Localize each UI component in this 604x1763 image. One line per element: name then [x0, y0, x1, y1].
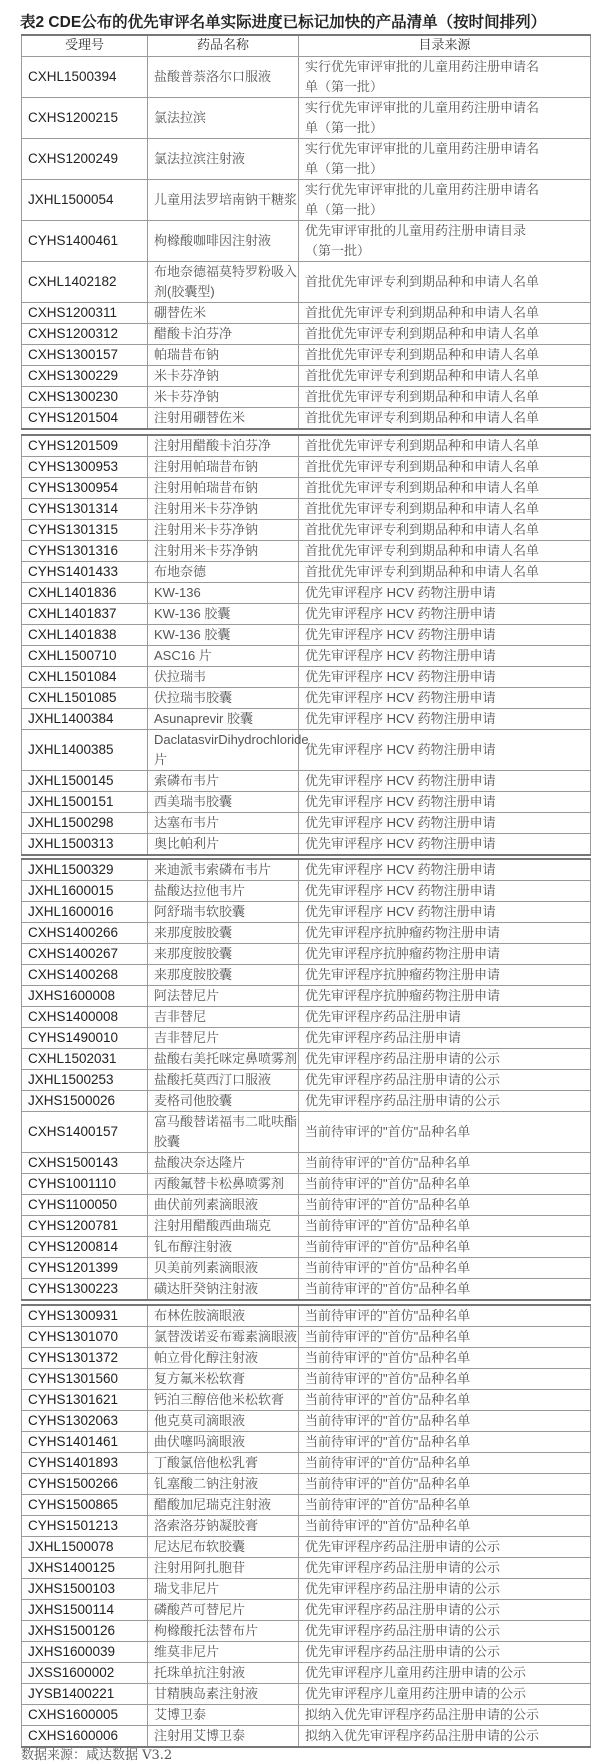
list-source-cell: 优先审评程序 HCV 药物注册申请 [299, 813, 591, 834]
table-row [22, 1600, 591, 1621]
list-source-cell: 首批优先审评专利到期品种和申请人名单 [299, 520, 591, 541]
list-source-cell: 当前待审评的"首仿"品种名单 [299, 1474, 591, 1495]
acceptance-no-cell: JXHL1500298 [22, 813, 148, 834]
list-source-cell: 优先审评程序药品注册申请的公示 [299, 1600, 591, 1621]
table-row [22, 303, 591, 324]
table-header-row [22, 35, 591, 57]
acceptance-no-cell: JXHS1600039 [22, 1642, 148, 1663]
acceptance-no-cell: CYHS1301560 [22, 1369, 148, 1390]
drug-name-cell: 伏拉瑞韦胶囊 [148, 688, 299, 709]
drug-name-cell: 维莫非尼片 [148, 1642, 299, 1663]
table-row [22, 98, 591, 139]
table-row [22, 730, 591, 771]
table-row [22, 1495, 591, 1516]
list-source-cell: 当前待审评的"首仿"品种名单 [299, 1305, 591, 1327]
drug-name-cell: 达塞布韦片 [148, 813, 299, 834]
table-row [22, 562, 591, 583]
drug-name-cell: 盐酸决奈达隆片 [148, 1153, 299, 1174]
acceptance-no-cell: JXHS1500114 [22, 1600, 148, 1621]
acceptance-no-cell: CXHS1600005 [22, 1705, 148, 1726]
list-source-cell: 优先审评程序 HCV 药物注册申请 [299, 583, 591, 604]
acceptance-no-cell: JXHL1500151 [22, 792, 148, 813]
list-source-cell: 优先审评程序药品注册申请 [299, 1007, 591, 1028]
drug-name-cell: 贝美前列素滴眼液 [148, 1258, 299, 1279]
drug-name-cell: 注射用米卡芬净钠 [148, 541, 299, 562]
acceptance-no-cell: CXHL1401838 [22, 625, 148, 646]
drug-name-cell: 布地奈德 [148, 562, 299, 583]
acceptance-no-cell: JXHL1600016 [22, 902, 148, 923]
list-source-cell: 当前待审评的"首仿"品种名单 [299, 1237, 591, 1258]
list-source-cell: 优先审评程序 HCV 药物注册申请 [299, 792, 591, 813]
list-source-cell: 拟纳入优先审评程序药品注册申请的公示 [299, 1726, 591, 1748]
drug-name-cell: 枸橼酸咖啡因注射液 [148, 221, 299, 262]
acceptance-no-cell: JXHL1500329 [22, 859, 148, 881]
table-row [22, 1327, 591, 1348]
drug-name-cell: 米卡芬净钠 [148, 366, 299, 387]
drug-name-cell: 醋酸卡泊芬净 [148, 324, 299, 345]
drug-name-cell: 阿法替尼片 [148, 986, 299, 1007]
list-source-cell: 首批优先审评专利到期品种和申请人名单 [299, 345, 591, 366]
table-row [22, 1091, 591, 1112]
table-row [22, 366, 591, 387]
acceptance-no-cell: CXHL1500710 [22, 646, 148, 667]
column-header-acceptance-no: 受理号 [22, 35, 148, 57]
drug-name-cell: Asunaprevir 胶囊 [148, 709, 299, 730]
acceptance-no-cell: CYHS1201504 [22, 408, 148, 430]
table-row [22, 408, 591, 430]
table-row [22, 1663, 591, 1684]
table-row [22, 1028, 591, 1049]
acceptance-no-cell: CYHS1302063 [22, 1411, 148, 1432]
table-row [22, 1279, 591, 1301]
table-row [22, 1432, 591, 1453]
table-row [22, 792, 591, 813]
table-row [22, 1070, 591, 1091]
drug-name-cell: 瑞戈非尼片 [148, 1579, 299, 1600]
table-row [22, 180, 591, 221]
drug-name-cell: 盐酸普萘洛尔口服液 [148, 57, 299, 98]
list-source-cell: 优先审评程序 HCV 药物注册申请 [299, 625, 591, 646]
drug-name-cell: KW-136 胶囊 [148, 604, 299, 625]
list-source-cell: 当前待审评的"首仿"品种名单 [299, 1453, 591, 1474]
acceptance-no-cell: CYHS1500266 [22, 1474, 148, 1495]
list-source-cell: 优先审评程序药品注册申请 [299, 1028, 591, 1049]
list-source-cell: 首批优先审评专利到期品种和申请人名单 [299, 366, 591, 387]
table-row [22, 1195, 591, 1216]
drug-name-cell: 丁酸氯倍他松乳膏 [148, 1453, 299, 1474]
drug-name-cell: 阿舒瑞韦软胶囊 [148, 902, 299, 923]
acceptance-no-cell: CXHS1400008 [22, 1007, 148, 1028]
table-row [22, 1112, 591, 1153]
list-source-cell: 当前待审评的"首仿"品种名单 [299, 1327, 591, 1348]
table-row [22, 345, 591, 366]
acceptance-no-cell: CXHS1200249 [22, 139, 148, 180]
list-source-cell: 当前待审评的"首仿"品种名单 [299, 1432, 591, 1453]
table-row [22, 1305, 591, 1327]
table-row [22, 1684, 591, 1705]
list-source-cell: 首批优先审评专利到期品种和申请人名单 [299, 408, 591, 430]
drug-name-cell: 尼达尼布软胶囊 [148, 1537, 299, 1558]
list-source-cell: 当前待审评的"首仿"品种名单 [299, 1195, 591, 1216]
drug-name-cell: 氯替泼诺妥布霉素滴眼液 [148, 1327, 299, 1348]
table-row [22, 771, 591, 792]
list-source-cell: 当前待审评的"首仿"品种名单 [299, 1369, 591, 1390]
data-source-note: 数据来源：咸达数据 V3.2 [21, 1748, 173, 1763]
list-source-cell: 当前待审评的"首仿"品种名单 [299, 1495, 591, 1516]
acceptance-no-cell: CXHL1502031 [22, 1049, 148, 1070]
list-source-cell: 优先审评程序 HCV 药物注册申请 [299, 688, 591, 709]
table-row [22, 944, 591, 965]
acceptance-no-cell: CYHS1301372 [22, 1348, 148, 1369]
acceptance-no-cell: CXHS1400268 [22, 965, 148, 986]
drug-name-cell: 曲伏前列素滴眼液 [148, 1195, 299, 1216]
table-row [22, 881, 591, 902]
table-row [22, 1537, 591, 1558]
drug-name-cell: 伏拉瑞韦 [148, 667, 299, 688]
list-source-cell: 优先审评程序 HCV 药物注册申请 [299, 902, 591, 923]
table-row [22, 324, 591, 345]
acceptance-no-cell: CYHS1301070 [22, 1327, 148, 1348]
drug-name-cell: 注射用帕瑞昔布钠 [148, 457, 299, 478]
list-source-cell: 实行优先审评审批的儿童用药注册申请名单（第一批） [299, 139, 591, 180]
acceptance-no-cell: CYHS1500865 [22, 1495, 148, 1516]
acceptance-no-cell: CXHS1500143 [22, 1153, 148, 1174]
acceptance-no-cell: CYHS1301621 [22, 1390, 148, 1411]
table-title: 表2 CDE公布的优先审评名单实际进度已标记加快的产品清单（按时间排列） [20, 14, 547, 31]
list-source-cell: 首批优先审评专利到期品种和申请人名单 [299, 541, 591, 562]
table-row [22, 1153, 591, 1174]
list-source-cell: 优先审评程序抗肿瘤药物注册申请 [299, 923, 591, 944]
list-source-cell: 当前待审评的"首仿"品种名单 [299, 1348, 591, 1369]
table-row [22, 1558, 591, 1579]
list-source-cell: 实行优先审评审批的儿童用药注册申请名单（第一批） [299, 57, 591, 98]
acceptance-no-cell: CYHS1501213 [22, 1516, 148, 1537]
table-row [22, 1237, 591, 1258]
drug-name-cell: 注射用帕瑞昔布钠 [148, 478, 299, 499]
acceptance-no-cell: JXHL1500145 [22, 771, 148, 792]
list-source-cell: 优先审评程序 HCV 药物注册申请 [299, 667, 591, 688]
table-row [22, 1369, 591, 1390]
table-row [22, 813, 591, 834]
drug-name-cell: 吉非替尼 [148, 1007, 299, 1028]
acceptance-no-cell: CXHS1300229 [22, 366, 148, 387]
acceptance-no-cell: JXHS1500103 [22, 1579, 148, 1600]
drug-name-cell: 来那度胺胶囊 [148, 923, 299, 944]
acceptance-no-cell: CXHS1600006 [22, 1726, 148, 1748]
drug-name-cell: 托珠单抗注射液 [148, 1663, 299, 1684]
drug-name-cell: 氯法拉滨注射液 [148, 139, 299, 180]
acceptance-no-cell: CXHS1400267 [22, 944, 148, 965]
acceptance-no-cell: CXHL1500394 [22, 57, 148, 98]
drug-name-cell: 丙酸氟替卡松鼻喷雾剂 [148, 1174, 299, 1195]
acceptance-no-cell: CYHS1400461 [22, 221, 148, 262]
list-source-cell: 优先审评程序 HCV 药物注册申请 [299, 881, 591, 902]
table-row [22, 478, 591, 499]
list-source-cell: 拟纳入优先审评程序药品注册申请的公示 [299, 1705, 591, 1726]
list-source-cell: 当前待审评的"首仿"品种名单 [299, 1390, 591, 1411]
list-source-cell: 优先审评程序药品注册申请的公示 [299, 1642, 591, 1663]
acceptance-no-cell: CXHS1400266 [22, 923, 148, 944]
table-row [22, 457, 591, 478]
table-row [22, 262, 591, 303]
table-row [22, 646, 591, 667]
drug-name-cell: 麦格司他胶囊 [148, 1091, 299, 1112]
drug-name-cell: DaclatasvirDihydrochloride 片 [148, 730, 299, 771]
table-row [22, 965, 591, 986]
table-segment [21, 858, 591, 1301]
drug-name-cell: 钆布醇注射液 [148, 1237, 299, 1258]
table-row [22, 1390, 591, 1411]
drug-name-cell: 钙泊三醇倍他米松软膏 [148, 1390, 299, 1411]
acceptance-no-cell: CYHS1401461 [22, 1432, 148, 1453]
table-row [22, 139, 591, 180]
drug-name-cell: 注射用硼替佐米 [148, 408, 299, 430]
acceptance-no-cell: JXHL1600015 [22, 881, 148, 902]
list-source-cell: 当前待审评的"首仿"品种名单 [299, 1153, 591, 1174]
list-source-cell: 优先审评程序抗肿瘤药物注册申请 [299, 965, 591, 986]
table-row [22, 688, 591, 709]
drug-name-cell: 复方氟米松软膏 [148, 1369, 299, 1390]
table-row [22, 1642, 591, 1663]
table-row [22, 1049, 591, 1070]
drug-name-cell: 钆塞酸二钠注射液 [148, 1474, 299, 1495]
column-header-drug-name: 药品名称 [148, 35, 299, 57]
table-row [22, 1216, 591, 1237]
table-segment [21, 34, 591, 430]
table-row [22, 859, 591, 881]
acceptance-no-cell: CXHS1300230 [22, 387, 148, 408]
drug-name-cell: 盐酸右美托咪定鼻喷雾剂 [148, 1049, 299, 1070]
drug-name-cell: 注射用醋酸西曲瑞克 [148, 1216, 299, 1237]
acceptance-no-cell: CYHS1001110 [22, 1174, 148, 1195]
list-source-cell: 优先审评审批的儿童用药注册申请目录（第一批） [299, 221, 591, 262]
list-source-cell: 当前待审评的"首仿"品种名单 [299, 1411, 591, 1432]
drug-name-cell: 注射用米卡芬净钠 [148, 520, 299, 541]
table-row [22, 1705, 591, 1726]
list-source-cell: 优先审评程序 HCV 药物注册申请 [299, 646, 591, 667]
acceptance-no-cell: CXHS1400157 [22, 1112, 148, 1153]
table-row [22, 1174, 591, 1195]
acceptance-no-cell: CXHS1300157 [22, 345, 148, 366]
drug-name-cell: 磷酸芦可替尼片 [148, 1600, 299, 1621]
list-source-cell: 优先审评程序儿童用药注册申请的公示 [299, 1684, 591, 1705]
drug-name-cell: 注射用阿扎胞苷 [148, 1558, 299, 1579]
list-source-cell: 首批优先审评专利到期品种和申请人名单 [299, 303, 591, 324]
list-source-cell: 首批优先审评专利到期品种和申请人名单 [299, 499, 591, 520]
acceptance-no-cell: JXHS1500026 [22, 1091, 148, 1112]
drug-name-cell: 盐酸托莫西汀口服液 [148, 1070, 299, 1091]
acceptance-no-cell: CYHS1300931 [22, 1305, 148, 1327]
table-row [22, 1453, 591, 1474]
acceptance-no-cell: JXHS1600008 [22, 986, 148, 1007]
drug-name-cell: 曲伏噻吗滴眼液 [148, 1432, 299, 1453]
table-row [22, 221, 591, 262]
acceptance-no-cell: CYHS1200781 [22, 1216, 148, 1237]
list-source-cell: 优先审评程序 HCV 药物注册申请 [299, 604, 591, 625]
drug-name-cell: 艾博卫泰 [148, 1705, 299, 1726]
table-row [22, 1621, 591, 1642]
drug-name-cell: KW-136 胶囊 [148, 625, 299, 646]
drug-name-cell: 硼替佐米 [148, 303, 299, 324]
list-source-cell: 首批优先审评专利到期品种和申请人名单 [299, 435, 591, 457]
list-source-cell: 优先审评程序药品注册申请的公示 [299, 1579, 591, 1600]
acceptance-no-cell: JXHL1500078 [22, 1537, 148, 1558]
list-source-cell: 优先审评程序药品注册申请的公示 [299, 1621, 591, 1642]
acceptance-no-cell: CYHS1300954 [22, 478, 148, 499]
table-row [22, 604, 591, 625]
list-source-cell: 优先审评程序药品注册申请的公示 [299, 1558, 591, 1579]
table-row [22, 57, 591, 98]
drug-name-cell: 甘精胰岛素注射液 [148, 1684, 299, 1705]
table-segment [21, 1304, 591, 1748]
acceptance-no-cell: CYHS1301314 [22, 499, 148, 520]
list-source-cell: 当前待审评的"首仿"品种名单 [299, 1216, 591, 1237]
table-row [22, 1007, 591, 1028]
table-row [22, 387, 591, 408]
acceptance-no-cell: JXHL1500313 [22, 834, 148, 856]
list-source-cell: 实行优先审评审批的儿童用药注册申请名单（第一批） [299, 98, 591, 139]
list-source-cell: 优先审评程序药品注册申请的公示 [299, 1070, 591, 1091]
drug-name-cell: 洛索洛芬钠凝胶膏 [148, 1516, 299, 1537]
drug-name-cell: 索磷布韦片 [148, 771, 299, 792]
list-source-cell: 优先审评程序药品注册申请的公示 [299, 1049, 591, 1070]
acceptance-no-cell: CYHS1201399 [22, 1258, 148, 1279]
drug-name-cell: 来那度胺胶囊 [148, 944, 299, 965]
drug-name-cell: 西美瑞韦胶囊 [148, 792, 299, 813]
acceptance-no-cell: JXHL1500253 [22, 1070, 148, 1091]
drug-name-cell: 注射用米卡芬净钠 [148, 499, 299, 520]
acceptance-no-cell: CXHL1401837 [22, 604, 148, 625]
table-row [22, 1474, 591, 1495]
table-row [22, 499, 591, 520]
acceptance-no-cell: JXHL1500054 [22, 180, 148, 221]
acceptance-no-cell: CXHL1501085 [22, 688, 148, 709]
list-source-cell: 当前待审评的"首仿"品种名单 [299, 1516, 591, 1537]
table-row [22, 1516, 591, 1537]
drug-name-cell: 奥比帕利片 [148, 834, 299, 856]
acceptance-no-cell: CYHS1401893 [22, 1453, 148, 1474]
acceptance-no-cell: JYSB1400221 [22, 1684, 148, 1705]
table-row [22, 435, 591, 457]
acceptance-no-cell: CXHS1200311 [22, 303, 148, 324]
list-source-cell: 优先审评程序药品注册申请的公示 [299, 1091, 591, 1112]
table-row [22, 1579, 591, 1600]
acceptance-no-cell: CXHL1402182 [22, 262, 148, 303]
table-row [22, 1258, 591, 1279]
table-row [22, 625, 591, 646]
list-source-cell: 首批优先审评专利到期品种和申请人名单 [299, 387, 591, 408]
table-segment [21, 434, 591, 856]
acceptance-no-cell: JXHS1500126 [22, 1621, 148, 1642]
list-source-cell: 当前待审评的"首仿"品种名单 [299, 1112, 591, 1153]
table-row [22, 923, 591, 944]
table-row [22, 902, 591, 923]
acceptance-no-cell: CYHS1300953 [22, 457, 148, 478]
table-row [22, 667, 591, 688]
drug-name-cell: 富马酸替诺福韦二吡呋酯胶囊 [148, 1112, 299, 1153]
drug-name-cell: 醋酸加尼瑞克注射液 [148, 1495, 299, 1516]
drug-name-cell: 盐酸达拉他韦片 [148, 881, 299, 902]
acceptance-no-cell: JXSS1600002 [22, 1663, 148, 1684]
column-header-list-source: 目录来源 [299, 35, 591, 57]
acceptance-no-cell: JXHL1400385 [22, 730, 148, 771]
table-row [22, 1348, 591, 1369]
acceptance-no-cell: CYHS1301316 [22, 541, 148, 562]
drug-name-cell: KW-136 [148, 583, 299, 604]
list-source-cell: 优先审评程序 HCV 药物注册申请 [299, 771, 591, 792]
table-row [22, 520, 591, 541]
drug-name-cell: 来那度胺胶囊 [148, 965, 299, 986]
list-source-cell: 首批优先审评专利到期品种和申请人名单 [299, 562, 591, 583]
list-source-cell: 当前待审评的"首仿"品种名单 [299, 1258, 591, 1279]
table-row [22, 709, 591, 730]
acceptance-no-cell: CXHS1200215 [22, 98, 148, 139]
list-source-cell: 当前待审评的"首仿"品种名单 [299, 1279, 591, 1301]
acceptance-no-cell: CYHS1401433 [22, 562, 148, 583]
drug-name-cell: 枸橼酸托法替布片 [148, 1621, 299, 1642]
acceptance-no-cell: CXHL1401836 [22, 583, 148, 604]
list-source-cell: 首批优先审评专利到期品种和申请人名单 [299, 457, 591, 478]
list-source-cell: 优先审评程序 HCV 药物注册申请 [299, 859, 591, 881]
list-source-cell: 优先审评程序 HCV 药物注册申请 [299, 834, 591, 856]
list-source-cell: 优先审评程序儿童用药注册申请的公示 [299, 1663, 591, 1684]
list-source-cell: 优先审评程序 HCV 药物注册申请 [299, 730, 591, 771]
drug-name-cell: 布地奈德福莫特罗粉吸入剂(胶囊型) [148, 262, 299, 303]
acceptance-no-cell: CXHS1200312 [22, 324, 148, 345]
table-row [22, 583, 591, 604]
acceptance-no-cell: CXHL1501084 [22, 667, 148, 688]
list-source-cell: 当前待审评的"首仿"品种名单 [299, 1174, 591, 1195]
drug-name-cell: 米卡芬净钠 [148, 387, 299, 408]
table-row [22, 834, 591, 856]
drug-name-cell: 帕瑞昔布钠 [148, 345, 299, 366]
list-source-cell: 首批优先审评专利到期品种和申请人名单 [299, 324, 591, 345]
acceptance-no-cell: CYHS1200814 [22, 1237, 148, 1258]
drug-name-cell: 磺达肝癸钠注射液 [148, 1279, 299, 1301]
table-row [22, 1411, 591, 1432]
list-source-cell: 优先审评程序药品注册申请的公示 [299, 1537, 591, 1558]
acceptance-no-cell: JXHS1400125 [22, 1558, 148, 1579]
drug-name-cell: 注射用醋酸卡泊芬净 [148, 435, 299, 457]
drug-name-cell: 布林佐胺滴眼液 [148, 1305, 299, 1327]
list-source-cell: 首批优先审评专利到期品种和申请人名单 [299, 478, 591, 499]
drug-name-cell: 氯法拉滨 [148, 98, 299, 139]
acceptance-no-cell: CYHS1301315 [22, 520, 148, 541]
list-source-cell: 优先审评程序 HCV 药物注册申请 [299, 709, 591, 730]
list-source-cell: 优先审评程序抗肿瘤药物注册申请 [299, 944, 591, 965]
acceptance-no-cell: CYHS1300223 [22, 1279, 148, 1301]
drug-name-cell: 吉非替尼片 [148, 1028, 299, 1049]
drug-name-cell: 儿童用法罗培南钠干糖浆 [148, 180, 299, 221]
acceptance-no-cell: CYHS1100050 [22, 1195, 148, 1216]
acceptance-no-cell: CYHS1490010 [22, 1028, 148, 1049]
acceptance-no-cell: JXHL1400384 [22, 709, 148, 730]
drug-name-cell: 来迪派韦索磷布韦片 [148, 859, 299, 881]
table-row [22, 986, 591, 1007]
acceptance-no-cell: CYHS1201509 [22, 435, 148, 457]
list-source-cell: 优先审评程序抗肿瘤药物注册申请 [299, 986, 591, 1007]
drug-name-cell: ASC16 片 [148, 646, 299, 667]
drug-name-cell: 注射用艾博卫泰 [148, 1726, 299, 1748]
list-source-cell: 实行优先审评审批的儿童用药注册申请名单（第一批） [299, 180, 591, 221]
list-source-cell: 首批优先审评专利到期品种和申请人名单 [299, 262, 591, 303]
drug-name-cell: 他克莫司滴眼液 [148, 1411, 299, 1432]
table-row [22, 541, 591, 562]
drug-name-cell: 帕立骨化醇注射液 [148, 1348, 299, 1369]
